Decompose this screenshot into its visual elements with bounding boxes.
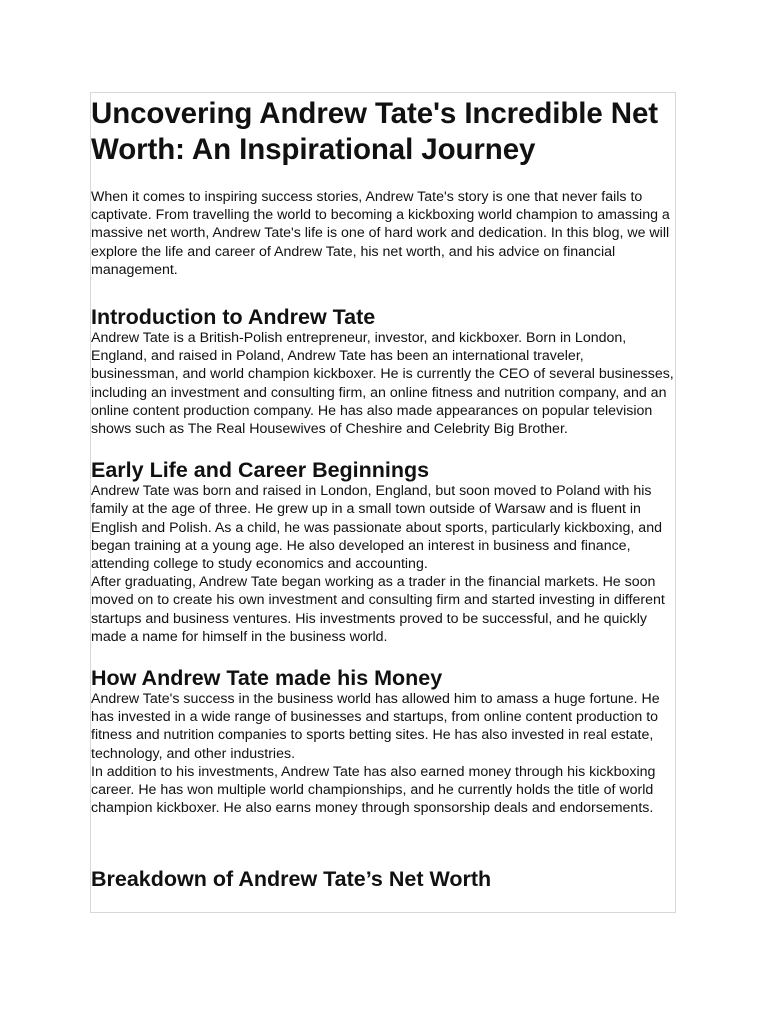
- section-paragraph: Andrew Tate is a British-Polish entrepreneur, investor, and kickboxer. Born in London, England, and raised in Poland, Andrew Tate has been an international traveler, businessman, and world champion kickboxer. He is currently the CEO of several businesses, including an investment and consulting firm, an online fitness and nutrition company, and an online content production company. He has also made appearances on popular television shows such as The Real Housewives of Cheshire and Celebrity Big Brother.: [91, 330, 674, 438]
- section-heading: How Andrew Tate made his Money: [91, 666, 443, 691]
- section-net-worth-breakdown: [91, 867, 675, 892]
- section-heading: Early Life and Career Beginnings: [91, 458, 430, 483]
- section-heading: Breakdown of Andrew Tate’s Net Worth: [91, 867, 492, 892]
- section-paragraph: Andrew Tate was born and raised in London, England, but soon moved to Poland with his family at the age of three. He grew up in a small town outside of Warsaw and is fluent in English and Polish. As a child, he was passionate about sports, particularly kickboxing, and began training at a young age. He also developed an interest in business and finance, attending college to study economics and accounting.: [91, 483, 662, 573]
- document-content: [90, 92, 676, 892]
- section-how-made-money: [91, 666, 675, 817]
- intro-paragraph: When it comes to inspiring success stories, Andrew Tate's story is one that never fails to captivate. From travelling the world to becoming a kickboxing world champion to amassing a massive net worth, Andrew Tate's life is one of hard work and dedication. In this blog, we will explore the life and career of Andrew Tate, his net worth, and his advice on financial management.: [91, 189, 670, 278]
- section-paragraph: Andrew Tate's success in the business world has allowed him to amass a huge fortune. He has invested in a wide range of businesses and startups, from online content production to fitness and nutrition companies to sports betting sites. He has also invested in real estate, technology, and other industries.: [91, 691, 660, 762]
- section-heading: Introduction to Andrew Tate: [91, 305, 376, 330]
- section-introduction: [91, 305, 675, 438]
- page-title: Uncovering Andrew Tate's Incredible Net Worth: An Inspirational Journey: [91, 97, 659, 166]
- section-early-life: [91, 458, 675, 646]
- section-paragraph: In addition to his investments, Andrew Tate has also earned money through his kickboxing career. He has won multiple world championships, and he currently holds the title of world champion kickboxer. He also earns money through sponsorship deals and endorsements.: [91, 763, 656, 817]
- section-paragraph: After graduating, Andrew Tate began working as a trader in the financial markets. He soon moved on to create his own investment and consulting firm and started investing in different startups and business ventures. His investments proved to be successful, and he quickly made a name for himself in the business world.: [91, 574, 665, 645]
